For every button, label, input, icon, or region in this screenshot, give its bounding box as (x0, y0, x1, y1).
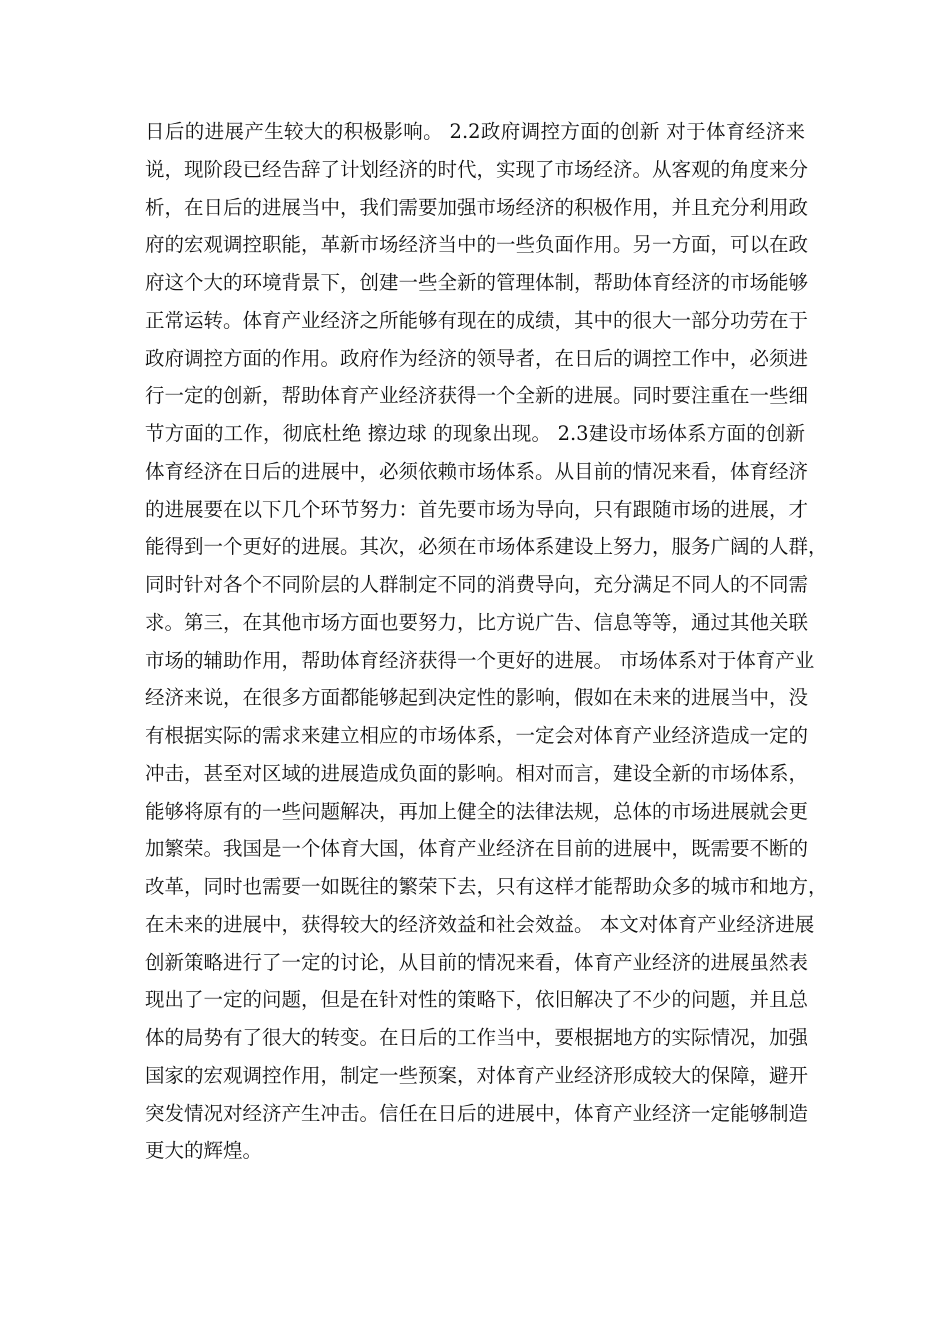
text-line: 国家的宏观调控作用，制定一些预案，对体育产业经济形成较大的保障，避开 (145, 1063, 809, 1087)
text-line: 节方面的工作，彻底杜绝 擦边球 的现象出现。 2.3建设市场体系方面的创新 (145, 422, 805, 445)
text-line: 创新策略进行了一定的讨论，从目前的情况来看，体育产业经济的进展虽然表 (145, 950, 809, 974)
text-line: 府这个大的环境背景下，创建一些全新的管理体制，帮助体育经济的市场能够 (145, 271, 809, 294)
text-line: 体育经济在日后的进展中，必须依赖市场体系。从目前的情况来看，体育经济 (145, 459, 809, 483)
text-line: 体的局势有了很大的转变。在日后的工作当中，要根据地方的实际情况，加强 (145, 1026, 809, 1049)
text-line: 有根据实际的需求来建立相应的市场体系，一定会对体育产业经济造成一定的 (145, 724, 809, 747)
text-line: 经济来说，在很多方面都能够起到决定性的影响，假如在未来的进展当中，没 (145, 686, 809, 710)
text-line: 现出了一定的问题，但是在针对性的策略下，依旧解决了不少的问题，并且总 (145, 988, 809, 1012)
text-line: 突发情况对经济产生冲击。信任在日后的进展中，体育产业经济一定能够制造 (145, 1101, 809, 1125)
text-line: 府的宏观调控职能，革新市场经济当中的一些负面作用。另一方面，可以在政 (145, 233, 809, 257)
text-line: 能够将原有的一些问题解决，再加上健全的法律法规，总体的市场进展就会更 (145, 799, 809, 823)
text-line: 行一定的创新，帮助体育产业经济获得一个全新的进展。同时要注重在一些细 (145, 384, 809, 408)
text-line: 在未来的进展中，获得较大的经济效益和社会效益。 本文对体育产业经济进展 (145, 912, 815, 936)
text-line: 说，现阶段已经告辞了计划经济的时代，实现了市场经济。从客观的角度来分 (145, 157, 809, 181)
text-line: 正常运转。体育产业经济之所能够有现在的成绩，其中的很大一部分功劳在于 (145, 308, 809, 332)
text-line: 冲击，甚至对区域的进展造成负面的影响。相对而言，建设全新的市场体系， (145, 761, 809, 785)
text-line: 求。第三，在其他市场方面也要努力，比方说广告、信息等等，通过其他关联 (145, 610, 809, 634)
text-line: 析，在日后的进展当中，我们需要加强市场经济的积极作用，并且充分利用政 (145, 195, 809, 219)
text-line: 同时针对各个不同阶层的人群制定不同的消费导向，充分满足不同人的不同需 (145, 573, 809, 596)
text-line: 日后的进展产生较大的积极影响。 2.2政府调控方面的创新 对于体育经济来 (145, 120, 805, 143)
text-line: 改革，同时也需要一如既往的繁荣下去，只有这样才能帮助众多的城市和地方， (145, 875, 828, 898)
text-line: 政府调控方面的作用。政府作为经济的领导者，在日后的调控工作中，必须进 (145, 346, 809, 370)
body-text (145, 113, 828, 1170)
text-line: 的进展要在以下几个环节努力：首先要市场为导向，只有跟随市场的进展，才 (145, 497, 809, 521)
text-line: 能得到一个更好的进展。其次，必须在市场体系建设上努力，服务广阔的人群， (145, 535, 828, 559)
text-line: 更大的辉煌。 (145, 1139, 263, 1163)
text-line: 加繁荣。我国是一个体育大国，体育产业经济在目前的进展中，既需要不断的 (145, 837, 809, 861)
text-line: 市场的辅助作用，帮助体育经济获得一个更好的进展。 市场体系对于体育产业 (145, 648, 815, 672)
